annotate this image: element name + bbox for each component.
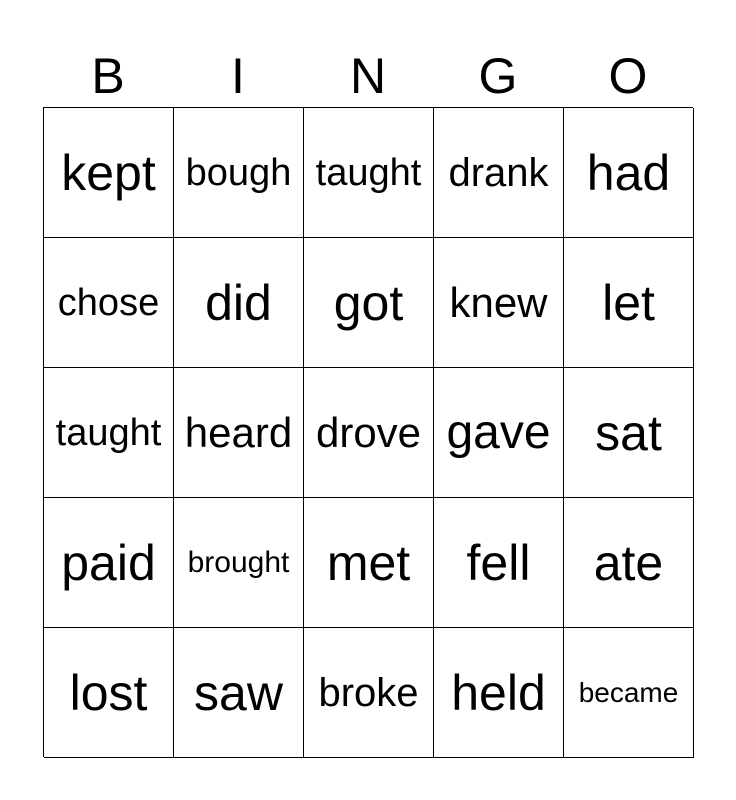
header-letter-g: G bbox=[478, 48, 518, 104]
cell-word: knew bbox=[449, 278, 548, 326]
bingo-header bbox=[43, 46, 693, 106]
cell-word: drove bbox=[315, 408, 422, 456]
bingo-cell-r4-c5[interactable] bbox=[564, 498, 694, 628]
bingo-cell-r2-c2[interactable] bbox=[174, 238, 304, 368]
cell-word: became bbox=[578, 676, 679, 708]
bingo-cell-r3-c1[interactable] bbox=[44, 368, 174, 498]
bingo-cell-r1-c4[interactable] bbox=[434, 108, 564, 238]
cell-word: paid bbox=[61, 534, 156, 591]
cell-word: lost bbox=[69, 664, 148, 721]
bingo-cell-r5-c5[interactable] bbox=[564, 628, 694, 758]
cell-word: gave bbox=[446, 405, 551, 459]
header-letter-n: N bbox=[349, 48, 387, 104]
header-letter-o: O bbox=[608, 48, 648, 104]
cell-word: taught bbox=[55, 411, 162, 454]
cell-word: bough bbox=[185, 151, 292, 194]
cell-word: taught bbox=[315, 151, 422, 194]
cell-word: heard bbox=[184, 408, 293, 456]
cell-word: broke bbox=[318, 670, 419, 715]
bingo-cell-r1-c5[interactable] bbox=[564, 108, 694, 238]
bingo-cell-r2-c4[interactable] bbox=[434, 238, 564, 368]
cell-word: met bbox=[326, 534, 411, 591]
header-letter-i: I bbox=[231, 48, 245, 104]
cell-word: brought bbox=[187, 545, 290, 579]
bingo-cell-r3-c5[interactable] bbox=[564, 368, 694, 498]
cell-word: saw bbox=[194, 664, 283, 721]
bingo-cell-r4-c2[interactable] bbox=[174, 498, 304, 628]
bingo-cell-r1-c1[interactable] bbox=[44, 108, 174, 238]
cell-word: sat bbox=[595, 404, 662, 461]
cell-word: fell bbox=[466, 534, 531, 591]
cell-word: drank bbox=[448, 150, 549, 195]
cell-word: chose bbox=[57, 281, 160, 324]
bingo-board bbox=[43, 107, 693, 757]
bingo-cell-r4-c3[interactable] bbox=[304, 498, 434, 628]
bingo-cell-r5-c3[interactable] bbox=[304, 628, 434, 758]
bingo-cell-r1-c3[interactable] bbox=[304, 108, 434, 238]
bingo-cell-r5-c2[interactable] bbox=[174, 628, 304, 758]
header-letter-b: B bbox=[91, 48, 125, 104]
bingo-cell-r3-c4[interactable] bbox=[434, 368, 564, 498]
cell-word: let bbox=[602, 274, 655, 331]
bingo-cell-r5-c1[interactable] bbox=[44, 628, 174, 758]
bingo-cell-r3-c2[interactable] bbox=[174, 368, 304, 498]
cell-word: kept bbox=[61, 144, 156, 201]
cell-word: got bbox=[333, 274, 404, 331]
cell-word: had bbox=[586, 144, 671, 201]
bingo-cell-r2-c1[interactable] bbox=[44, 238, 174, 368]
cell-word: held bbox=[451, 664, 546, 721]
bingo-cell-r2-c3[interactable] bbox=[304, 238, 434, 368]
bingo-cell-r3-c3[interactable] bbox=[304, 368, 434, 498]
bingo-cell-r2-c5[interactable] bbox=[564, 238, 694, 368]
bingo-cell-r4-c4[interactable] bbox=[434, 498, 564, 628]
cell-word: ate bbox=[593, 534, 664, 591]
cell-word: did bbox=[205, 274, 272, 331]
bingo-cell-r4-c1[interactable] bbox=[44, 498, 174, 628]
bingo-cell-r1-c2[interactable] bbox=[174, 108, 304, 238]
bingo-cell-r5-c4[interactable] bbox=[434, 628, 564, 758]
